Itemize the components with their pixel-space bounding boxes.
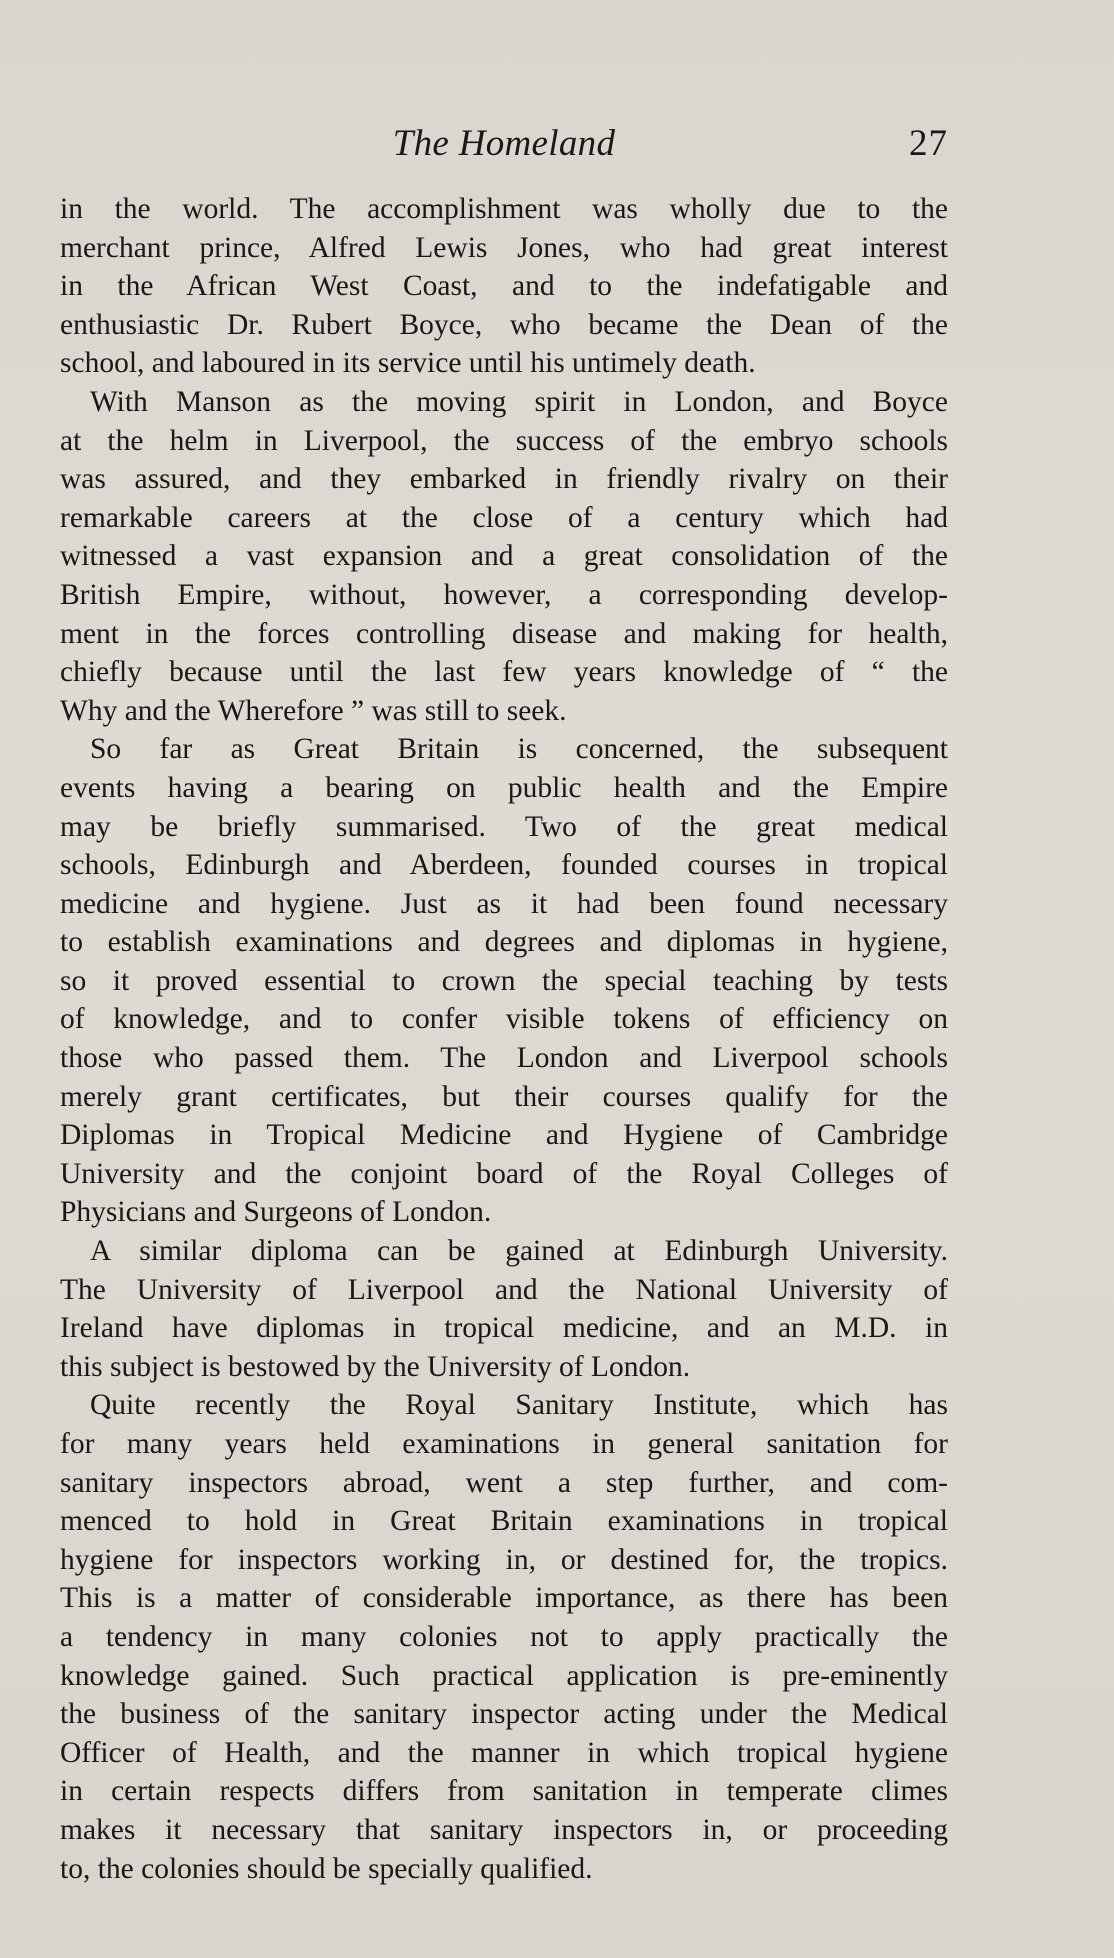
text-line: medicine and hygiene. Just as it had been found necessary	[60, 887, 948, 920]
text-line: Quite recently the Royal Sanitary Institute, which has	[90, 1389, 948, 1422]
text-line: menced to hold in Great Britain examinations in tropical	[60, 1505, 948, 1538]
paragraph	[60, 1232, 948, 1386]
text-line: in certain respects differs from sanitation in temperate climes	[60, 1775, 948, 1808]
text-line: chiefly because until the last few years knowledge of “ the	[60, 656, 948, 689]
text-line: school, and laboured in its service until his untimely death.	[60, 347, 756, 380]
text-line: hygiene for inspectors working in, or destined for, the tropics.	[60, 1543, 948, 1576]
text-line: in the world. The accomplishment was wholly due to the	[60, 193, 948, 225]
text-line: British Empire, without, however, a corresponding develop-	[60, 578, 948, 611]
paragraph	[60, 383, 948, 730]
text-line: knowledge gained. Such practical application is pre-eminently	[60, 1659, 948, 1692]
text-line: enthusiastic Dr. Rubert Boyce, who became the Dean of the	[60, 308, 948, 341]
text-line: Physicians and Surgeons of London.	[60, 1196, 492, 1229]
text-line: events having a bearing on public health and the Empire	[60, 771, 948, 804]
text-line: in the African West Coast, and to the indefatigable and	[60, 270, 948, 303]
text-line: was assured, and they embarked in friendly rivalry on their	[60, 463, 948, 496]
text-line: Ireland have diplomas in tropical medicine, and an M.D. in	[60, 1312, 948, 1345]
text-line: A similar diploma can be gained at Edinburgh University.	[90, 1235, 948, 1268]
text-line: schools, Edinburgh and Aberdeen, founded courses in tropical	[60, 849, 948, 882]
text-line: University and the conjoint board of the Royal Colleges of	[60, 1157, 948, 1190]
paragraph	[60, 730, 948, 1232]
text-line: sanitary inspectors abroad, went a step further, and com-	[60, 1466, 948, 1499]
text-line: Diplomas in Tropical Medicine and Hygiene of Cambridge	[60, 1119, 948, 1152]
text-line: so it proved essential to crown the special teaching by tests	[60, 964, 948, 997]
text-line: may be briefly summarised. Two of the great medical	[60, 810, 948, 843]
text-line: merchant prince, Alfred Lewis Jones, who had great interest	[60, 231, 948, 264]
page-number: 27	[909, 123, 948, 164]
paragraph	[60, 1386, 948, 1888]
text-line: remarkable careers at the close of a century which had	[60, 501, 948, 534]
text-line: witnessed a vast expansion and a great consolidation of the	[60, 540, 948, 573]
text-line: of knowledge, and to confer visible tokens of efficiency on	[60, 1003, 948, 1036]
text-line: With Manson as the moving spirit in London, and Boyce	[90, 385, 948, 418]
text-line: makes it necessary that sanitary inspectors in, or proceeding	[60, 1813, 948, 1846]
text-line: So far as Great Britain is concerned, the subsequent	[90, 733, 948, 766]
body-text	[60, 190, 948, 1888]
text-line: This is a matter of considerable importance, as there has been	[60, 1582, 948, 1615]
text-line: The University of Liverpool and the National University of	[60, 1273, 948, 1306]
text-line: Officer of Health, and the manner in which tropical hygiene	[60, 1736, 948, 1769]
text-line: to, the colonies should be specially qualified.	[60, 1852, 593, 1885]
text-line: this subject is bestowed by the University of London.	[60, 1350, 691, 1383]
running-head	[60, 122, 948, 172]
text-line: a tendency in many colonies not to apply practically the	[60, 1620, 948, 1653]
text-line: for many years held examinations in general sanitation for	[60, 1428, 948, 1460]
text-line: those who passed them. The London and Liverpool schools	[60, 1042, 948, 1075]
paragraph	[60, 190, 948, 383]
text-line: merely grant certificates, but their courses qualify for the	[60, 1080, 948, 1113]
text-line: the business of the sanitary inspector acting under the Medical	[60, 1698, 948, 1731]
text-line: to establish examinations and degrees and diplomas in hygiene,	[60, 926, 948, 959]
text-line: at the helm in Liverpool, the success of the embryo schools	[60, 424, 948, 457]
text-line: ment in the forces controlling disease and making for health,	[60, 617, 948, 650]
running-title: The Homeland	[392, 123, 616, 164]
text-line: Why and the Wherefore ” was still to seek.	[60, 694, 567, 727]
